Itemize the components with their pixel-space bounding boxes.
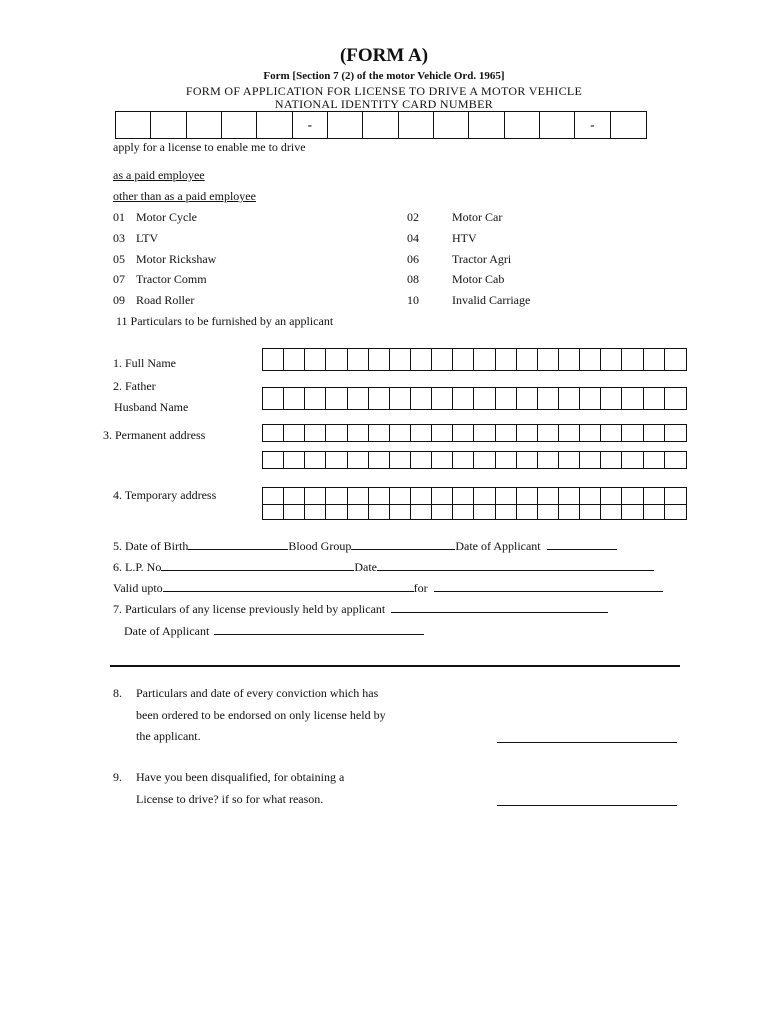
q8-text-line-3: the applicant. <box>136 729 201 743</box>
permanent-address-field-line-2[interactable] <box>262 451 687 469</box>
character-box[interactable] <box>644 349 665 370</box>
character-box[interactable] <box>538 488 559 504</box>
for-label: for <box>413 581 428 595</box>
character-box[interactable] <box>538 425 559 441</box>
vehicle-name: Motor Rickshaw <box>136 252 217 266</box>
character-box[interactable] <box>496 388 517 409</box>
character-box[interactable] <box>580 452 601 468</box>
character-box[interactable] <box>496 488 517 504</box>
blood-group-input[interactable] <box>351 538 455 550</box>
character-box[interactable] <box>263 488 284 504</box>
character-box[interactable] <box>622 388 643 409</box>
character-box[interactable] <box>644 425 665 441</box>
character-box[interactable] <box>496 503 517 519</box>
vehicle-code: 10 <box>407 293 419 307</box>
character-box[interactable] <box>263 349 284 370</box>
father-husband-name-field[interactable] <box>262 387 687 410</box>
character-box[interactable] <box>644 503 665 519</box>
character-box[interactable] <box>326 388 347 409</box>
character-box[interactable] <box>601 349 622 370</box>
character-box[interactable] <box>665 425 686 441</box>
character-box[interactable] <box>390 488 411 504</box>
character-box[interactable] <box>305 349 326 370</box>
character-box[interactable] <box>665 452 686 468</box>
date-of-applicant-label-2: Date of Applicant <box>124 624 210 638</box>
character-box[interactable] <box>644 452 665 468</box>
character-box[interactable] <box>496 452 517 468</box>
character-box[interactable] <box>369 503 390 519</box>
character-box[interactable] <box>622 488 643 504</box>
dob-input[interactable] <box>188 538 288 550</box>
character-box[interactable] <box>411 349 432 370</box>
permanent-address-label: 3. Permanent address <box>103 428 206 442</box>
character-box[interactable] <box>411 503 432 519</box>
vehicle-name: Motor Cycle <box>136 210 197 224</box>
character-box[interactable] <box>284 388 305 409</box>
nic-digit-box[interactable] <box>328 112 363 138</box>
character-box[interactable] <box>390 425 411 441</box>
nic-heading: NATIONAL IDENTITY CARD NUMBER <box>274 97 494 111</box>
character-box[interactable] <box>284 425 305 441</box>
character-box[interactable] <box>644 388 665 409</box>
character-box[interactable] <box>580 349 601 370</box>
character-box[interactable] <box>453 349 474 370</box>
character-box[interactable] <box>326 349 347 370</box>
vehicle-name: Invalid Carriage <box>452 293 531 307</box>
nic-digit-box[interactable] <box>540 112 575 138</box>
character-box[interactable] <box>305 425 326 441</box>
form-title: (FORM A) <box>339 45 429 66</box>
q9-number: 9. <box>113 770 122 784</box>
full-name-label: 1. Full Name <box>113 356 176 370</box>
character-box[interactable] <box>326 488 347 504</box>
lp-no-label: 6. L.P. No <box>113 560 162 574</box>
form-heading: FORM OF APPLICATION FOR LICENSE TO DRIVE A MOTOR VEHICLE <box>185 84 583 98</box>
vehicle-name: Tractor Agri <box>452 252 512 266</box>
nic-digit-box[interactable] <box>257 112 292 138</box>
character-box[interactable] <box>263 503 284 519</box>
character-box[interactable] <box>348 425 369 441</box>
previous-license-input[interactable] <box>391 601 608 613</box>
character-box[interactable] <box>517 503 538 519</box>
character-box[interactable] <box>432 425 453 441</box>
vehicle-name: LTV <box>136 231 159 245</box>
character-box[interactable] <box>665 503 686 519</box>
character-box[interactable] <box>284 503 305 519</box>
nic-number-field[interactable] <box>115 111 647 139</box>
q8-text-line-1: Particulars and date of every conviction which has <box>136 686 379 700</box>
character-box[interactable] <box>453 452 474 468</box>
character-box[interactable] <box>559 425 580 441</box>
for-input[interactable] <box>434 580 663 592</box>
vehicle-code: 06 <box>407 252 419 266</box>
form-section-reference: Form [Section 7 (2) of the motor Vehicle Ord. 1965] <box>263 70 505 82</box>
character-box[interactable] <box>369 488 390 504</box>
character-box[interactable] <box>580 388 601 409</box>
lp-date-input[interactable] <box>377 559 654 571</box>
character-box[interactable] <box>622 452 643 468</box>
option-paid-employee[interactable]: as a paid employee <box>113 168 205 182</box>
character-box[interactable] <box>580 503 601 519</box>
blood-group-label: Blood Group <box>288 539 352 553</box>
character-box[interactable] <box>411 425 432 441</box>
character-box[interactable] <box>369 452 390 468</box>
character-box[interactable] <box>263 452 284 468</box>
dob-label: 5. Date of Birth <box>113 539 189 553</box>
character-box[interactable] <box>326 425 347 441</box>
vehicle-code: 05 <box>113 252 125 266</box>
character-box[interactable] <box>517 488 538 504</box>
vehicle-name: Tractor Comm <box>136 272 207 286</box>
character-box[interactable] <box>390 388 411 409</box>
character-box[interactable] <box>580 425 601 441</box>
character-box[interactable] <box>622 349 643 370</box>
nic-digit-box[interactable] <box>399 112 434 138</box>
character-box[interactable] <box>622 503 643 519</box>
character-box[interactable] <box>348 452 369 468</box>
character-box[interactable] <box>284 349 305 370</box>
valid-upto-row <box>113 580 663 596</box>
character-box[interactable] <box>474 452 495 468</box>
character-box[interactable] <box>348 488 369 504</box>
full-name-field[interactable] <box>262 348 687 371</box>
character-box[interactable] <box>538 503 559 519</box>
character-box[interactable] <box>517 452 538 468</box>
previous-license-row <box>113 601 608 617</box>
character-box[interactable] <box>665 349 686 370</box>
character-box[interactable] <box>601 425 622 441</box>
character-box[interactable] <box>305 488 326 504</box>
vehicle-code: 03 <box>113 231 125 245</box>
particulars-heading: 11 Particulars to be furnished by an applicant <box>116 314 334 328</box>
lp-row <box>113 559 654 575</box>
lp-no-input[interactable] <box>161 559 354 571</box>
date-of-applicant-label: Date of Applicant <box>455 539 541 553</box>
previous-license-label: 7. Particulars of any license previously held by applicant <box>113 602 386 616</box>
vehicle-name: Road Roller <box>136 293 195 307</box>
vehicle-name: HTV <box>452 231 477 245</box>
character-box[interactable] <box>453 503 474 519</box>
character-box[interactable] <box>305 503 326 519</box>
nic-digit-box[interactable]: - <box>293 112 328 138</box>
character-box[interactable] <box>432 349 453 370</box>
date-of-applicant-row <box>124 623 424 639</box>
vehicle-name: Motor Cab <box>452 272 505 286</box>
q9-text-line-1: Have you been disqualified, for obtaining a <box>136 770 345 784</box>
character-box[interactable] <box>601 452 622 468</box>
vehicle-code: 01 <box>113 210 125 224</box>
nic-digit-box[interactable] <box>116 112 151 138</box>
character-box[interactable] <box>284 452 305 468</box>
character-box[interactable] <box>665 488 686 504</box>
character-box[interactable] <box>601 488 622 504</box>
section-divider <box>110 665 680 667</box>
character-box[interactable] <box>559 503 580 519</box>
character-box[interactable] <box>474 388 495 409</box>
q8-number: 8. <box>113 686 122 700</box>
character-box[interactable] <box>369 349 390 370</box>
valid-upto-label: Valid upto <box>113 581 163 595</box>
character-box[interactable] <box>348 503 369 519</box>
character-box[interactable] <box>559 488 580 504</box>
permanent-address-field-line-1[interactable] <box>262 424 687 442</box>
character-box[interactable] <box>411 452 432 468</box>
character-box[interactable] <box>432 388 453 409</box>
character-box[interactable] <box>411 488 432 504</box>
character-box[interactable] <box>622 425 643 441</box>
character-box[interactable] <box>432 452 453 468</box>
character-box[interactable] <box>517 388 538 409</box>
character-box[interactable] <box>263 425 284 441</box>
apply-text: apply for a license to enable me to drive <box>113 140 306 154</box>
character-box[interactable] <box>305 452 326 468</box>
character-box[interactable] <box>559 349 580 370</box>
character-box[interactable] <box>538 349 559 370</box>
character-box[interactable] <box>390 349 411 370</box>
character-box[interactable] <box>369 388 390 409</box>
q8-text-line-2: been ordered to be endorsed on only license held by <box>136 708 386 722</box>
character-box[interactable] <box>517 425 538 441</box>
character-box[interactable] <box>453 488 474 504</box>
vehicle-code: 08 <box>407 272 419 286</box>
character-box[interactable] <box>601 503 622 519</box>
vehicle-code: 07 <box>113 272 125 286</box>
character-box[interactable] <box>474 425 495 441</box>
character-box[interactable] <box>538 388 559 409</box>
nic-digit-box[interactable] <box>151 112 186 138</box>
dob-row <box>113 538 617 554</box>
character-box[interactable] <box>644 488 665 504</box>
temporary-address-field-line-2[interactable] <box>262 503 687 520</box>
character-box[interactable] <box>474 349 495 370</box>
nic-digit-box[interactable] <box>469 112 504 138</box>
character-box[interactable] <box>496 349 517 370</box>
character-box[interactable] <box>538 452 559 468</box>
character-box[interactable] <box>263 388 284 409</box>
husband-name-label: Husband Name <box>114 400 189 414</box>
option-other-than-paid-employee[interactable]: other than as a paid employee <box>113 189 256 203</box>
character-box[interactable] <box>665 388 686 409</box>
character-box[interactable] <box>474 503 495 519</box>
character-box[interactable] <box>348 388 369 409</box>
q9-answer-input[interactable] <box>497 805 677 806</box>
character-box[interactable] <box>369 425 390 441</box>
character-box[interactable] <box>390 452 411 468</box>
father-label: 2. Father <box>113 379 156 393</box>
nic-digit-box[interactable] <box>611 112 646 138</box>
date-of-applicant-input-2[interactable] <box>214 623 424 635</box>
vehicle-name: Motor Car <box>452 210 503 224</box>
lp-date-label: Date <box>354 560 377 574</box>
vehicle-code: 04 <box>407 231 419 245</box>
nic-digit-box[interactable] <box>434 112 469 138</box>
character-box[interactable] <box>432 488 453 504</box>
character-box[interactable] <box>305 388 326 409</box>
valid-upto-input[interactable] <box>163 580 414 592</box>
character-box[interactable] <box>559 452 580 468</box>
nic-digit-box[interactable]: - <box>575 112 610 138</box>
character-box[interactable] <box>411 388 432 409</box>
date-of-applicant-input[interactable] <box>547 538 617 550</box>
character-box[interactable] <box>284 488 305 504</box>
character-box[interactable] <box>453 425 474 441</box>
nic-digit-box[interactable] <box>222 112 257 138</box>
vehicle-code: 09 <box>113 293 125 307</box>
temporary-address-label: 4. Temporary address <box>113 488 217 502</box>
character-box[interactable] <box>474 488 495 504</box>
nic-digit-box[interactable] <box>363 112 398 138</box>
character-box[interactable] <box>432 503 453 519</box>
character-box[interactable] <box>390 503 411 519</box>
character-box[interactable] <box>348 349 369 370</box>
character-box[interactable] <box>517 349 538 370</box>
nic-digit-box[interactable] <box>505 112 540 138</box>
q8-answer-input[interactable] <box>497 742 677 743</box>
character-box[interactable] <box>601 388 622 409</box>
character-box[interactable] <box>559 388 580 409</box>
q9-text-line-2: License to drive? if so for what reason. <box>136 792 324 806</box>
nic-digit-box[interactable] <box>187 112 222 138</box>
character-box[interactable] <box>580 488 601 504</box>
character-box[interactable] <box>453 388 474 409</box>
character-box[interactable] <box>326 503 347 519</box>
character-box[interactable] <box>326 452 347 468</box>
character-box[interactable] <box>496 425 517 441</box>
vehicle-code: 02 <box>407 210 419 224</box>
